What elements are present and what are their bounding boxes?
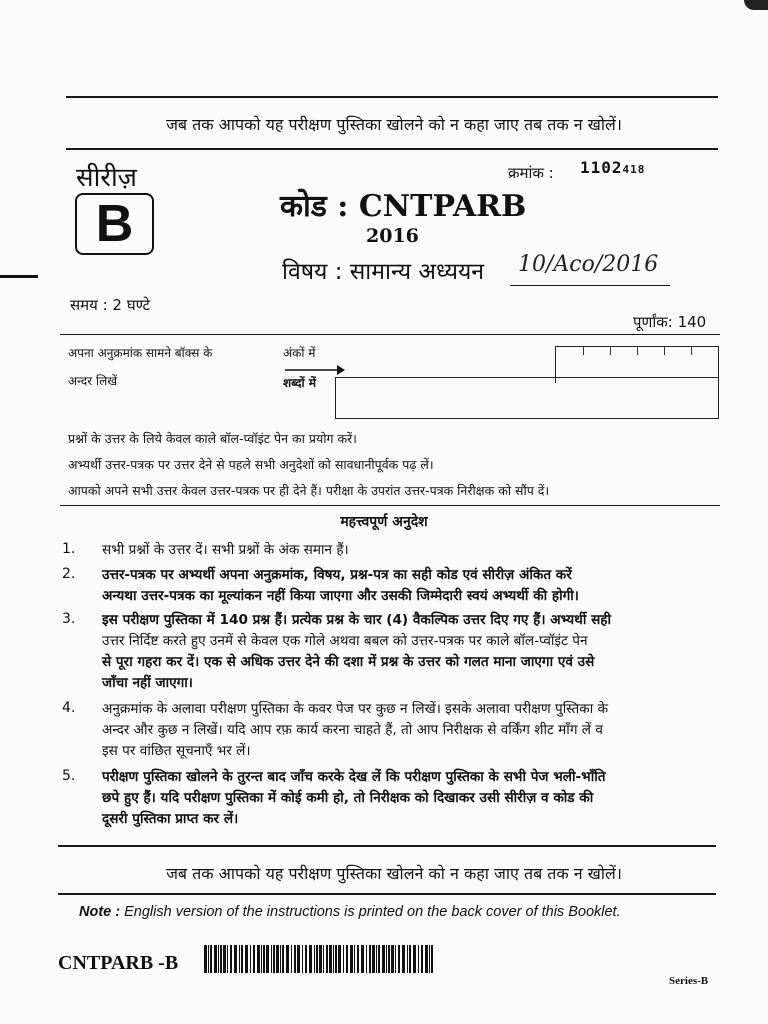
pre-instruction: अभ्यर्थी उत्तर-पत्रक पर उत्तर देने से पहले सभी अनुदेशों को सावधानीपूर्वक पढ़ लें। [68, 457, 434, 472]
exam-time: समय : 2 घण्टे [70, 296, 151, 314]
roll-instruction-line-2: अन्दर लिखें [68, 374, 118, 388]
item-line: जाँचा नहीं जाएगा। [102, 675, 193, 691]
pre-instruction: प्रश्नों के उत्तर के लिये केवल काले बॉल-प्वॉइंट पेन का प्रयोग करें। [68, 431, 357, 446]
item-line: अन्यथा उत्तर-पत्रक का मूल्यांकन नहीं किया जाएगा और उसकी जिम्मेदारी स्वयं अभ्यर्थी की होगी। [102, 588, 579, 604]
scan-corner-mark [744, 0, 768, 10]
roll-words-box[interactable] [335, 377, 719, 419]
item-line: इस पर वांछित सूचनाएँ भर लें। [102, 743, 251, 759]
item-number: 5. [62, 768, 76, 784]
item-line: दूसरी पुस्तिका प्राप्त कर लें। [102, 811, 239, 827]
item-line: सभी प्रश्नों के उत्तर दें। सभी प्रश्नों के अंक समान हैं। [102, 542, 349, 558]
serial-suffix: 418 [622, 163, 646, 176]
footer-series: Series-B [669, 975, 709, 987]
roll-digits-label: अंकों में [283, 346, 316, 360]
scan-mark [0, 275, 38, 278]
handwritten-date: 10/Aco/2016 [518, 252, 659, 277]
item-line: छपे हुए हैं। यदि परीक्षण पुस्तिका में कोई कमी हो, तो निरीक्षक को दिखाकर उसी सीरीज़ व कोड की [102, 790, 594, 806]
paper-code: कोड : CNTPARB [280, 189, 527, 224]
item-number: 4. [62, 700, 76, 716]
top-rule [66, 96, 718, 98]
item-number: 3. [62, 611, 76, 627]
english-note [79, 904, 621, 920]
note-text: English version of the instructions is printed on the back cover of this Booklet. [120, 904, 621, 920]
instructions-heading: महत्त्वपूर्ण अनुदेश [340, 514, 428, 530]
subject: विषय : सामान्य अध्ययन [282, 259, 485, 285]
item-line: उत्तर निर्दिष्ट करते हुए उनमें से केवल एक गोले अथवा बबल को उत्तर-पत्रक पर काले बॉल-प्वॉइंट पेन [102, 633, 588, 649]
roll-words-label: शब्दों में [283, 376, 316, 390]
item-line: उत्तर-पत्रक पर अभ्यर्थी अपना अनुक्रमांक, विषय, प्रश्न-पत्र का सही कोड एवं सीरीज़ अंकित करें [102, 567, 572, 583]
item-line: इस परीक्षण पुस्तिका में 140 प्रश्न हैं। प्रत्येक प्रश्न के चार (4) वैकल्पिक उत्तर दिए गए हैं। अभ्यर्थी सही [102, 612, 612, 628]
bottom-banner-top-rule [58, 845, 716, 847]
note-label: Note : [79, 904, 121, 920]
item-line: अनुक्रमांक के अलावा परीक्षण पुस्तिका के कवर पेज पर कुछ न लिखें। इसके अलावा परीक्षण पुस्तिका के [102, 701, 609, 717]
serial-number [580, 158, 645, 177]
exam-year: 2016 [366, 225, 419, 247]
roll-instruction-line-1: अपना अनुक्रमांक सामने बॉक्स के [68, 346, 213, 360]
header-rule [60, 334, 720, 335]
bottom-banner: जब तक आपको यह परीक्षण पुस्तिका खोलने को न कहा जाए तब तक न खोलें। [166, 864, 622, 883]
item-line: परीक्षण पुस्तिका खोलने के तुरन्त बाद जाँच करके देख लें कि परीक्षण पुस्तिका के सभी पेज भली-भाँति [102, 769, 606, 785]
series-label: सीरीज़ [76, 163, 137, 193]
footer-code: CNTPARB -B [58, 952, 179, 974]
banner-rule [66, 148, 718, 150]
serial-label: क्रमांक : [508, 164, 554, 182]
max-marks: पूर्णांक: 140 [633, 313, 707, 331]
top-banner: जब तक आपको यह परीक्षण पुस्तिका खोलने को न कहा जाए तब तक न खोलें। [166, 115, 622, 134]
handwritten-underline [510, 285, 670, 286]
item-number: 1. [62, 541, 76, 557]
instructions-rule [60, 505, 720, 506]
series-letter-box: B [75, 193, 154, 255]
barcode-icon [204, 945, 434, 973]
item-line: अन्दर और कुछ न लिखें। यदि आप रफ़ कार्य करना चाहते हैं, तो आप निरीक्षक से वर्किंग शीट माँग लें व [102, 722, 603, 738]
item-number: 2. [62, 566, 76, 582]
serial-digits: 1102 [580, 158, 623, 177]
bottom-banner-bottom-rule [58, 893, 716, 895]
pre-instruction: आपको अपने सभी उत्तर केवल उत्तर-पत्रक पर ही देने हैं। परीक्षा के उपरांत उत्तर-पत्रक निरीक्षक को सौंप दें। [68, 483, 550, 498]
item-line: से पूरा गहरा कर दें। एक से अधिक उत्तर देने की दशा में प्रश्न के उत्तर को गलत माना जाएगा एवं उसे [102, 654, 595, 670]
